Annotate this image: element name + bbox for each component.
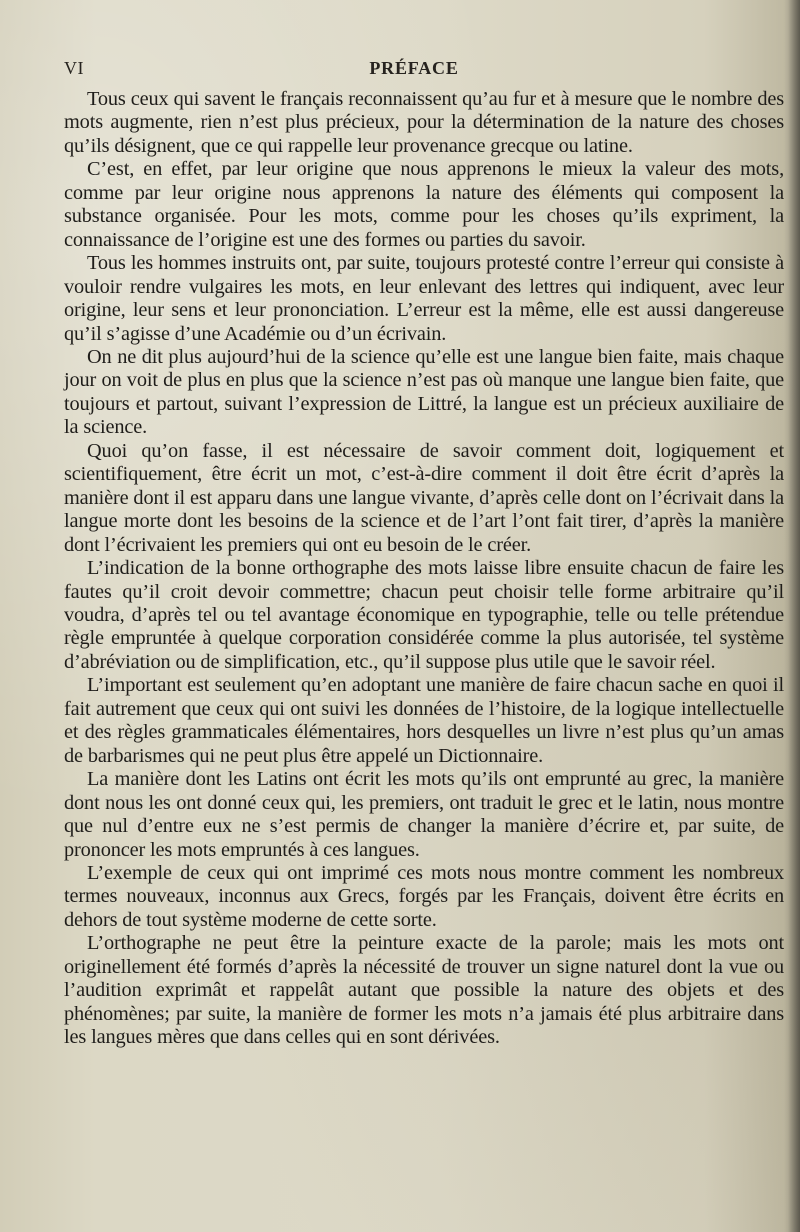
paragraph: L’indication de la bonne orthographe des mots laisse libre ensuite chacun de faire les fautes qu’il croit devoir commettre; chacun peut choisir telle forme arbitraire qu’il voudra, d’après tel ou tel avantage économique en typographie, telle ou telle prétendue règle empruntée à quelque corporation considérée comme la plus autorisée, tel système d’abréviation ou de simplification, etc., qu’il suppose plus utile que le savoir réel. (64, 557, 784, 673)
paragraph: La manière dont les Latins ont écrit les mots qu’ils ont emprunté au grec, la manière dont nous les ont donné ceux qui, les premiers, ont traduit le grec et le latin, nous montre que nul d’entre eux ne s’est permis de changer la manière d’écrire et, par suite, de prononcer les mots empruntés à ces langues. (64, 768, 784, 861)
paragraph: On ne dit plus aujourd’hui de la science qu’elle est une langue bien faite, mais chaque jour on voit de plus en plus que la science n’est pas où manque une langue bien faite, que toujours et partout, suivant l’expression de Littré, la langue est un précieux auxiliaire de la science. (64, 345, 784, 439)
page-title: PRÉFACE (369, 58, 459, 78)
paragraph: Tous les hommes instruits ont, par suite, toujours protesté contre l’erreur qui consiste à vouloir rendre vulgaires les mots, en leur enlevant des lettres qui indiquent, avec leur origine, leur sens et leur prononciation. L’erreur est la même, elle est aussi dangereuse qu’il s’agisse d’une Académie ou d’un écrivain. (64, 252, 784, 345)
paragraph: Quoi qu’on fasse, il est nécessaire de savoir comment doit, logiquement et scientifiquement, être écrit un mot, c’est-à-dire comment il doit être écrit d’après la manière dont il est apparu dans une langue vivante, d’après celle dont on l’écrivait dans la langue morte dont les besoins de la science et de l’art l’ont fait tirer, d’après la manière dont l’écrivaient les premiers qui ont eu besoin de le créer. (64, 439, 784, 556)
running-header (64, 58, 764, 82)
paragraph: L’orthographe ne peut être la peinture exacte de la parole; mais les mots ont originellement été formés d’après la nécessité de trouver un signe naturel dont la vue ou l’audition exprimât et rappelât autant que possible la nature des objets et des phénomènes; par suite, la manière de former les mots n’a jamais été plus arbitraire dans les langues mères que dans celles qui en sont dérivées. (64, 932, 784, 1049)
page-number: VI (64, 58, 84, 78)
paragraph: L’exemple de ceux qui ont imprimé ces mots nous montre comment les nombreux termes nouveaux, inconnus aux Grecs, forgés par les Français, doivent être écrits en dehors de tout système moderne de cette sorte. (64, 861, 784, 931)
paragraph: L’important est seulement qu’en adoptant une manière de faire chacun sache en quoi il fait autrement que ceux qui ont suivi les données de l’histoire, de la logique intellectuelle et des règles grammaticales élémentaires, hors desquelles un livre n’est plus qu’un amas de barbarismes qui ne peut plus être appelé un Dictionnaire. (64, 674, 784, 767)
paragraph: C’est, en effet, par leur origine que nous apprenons le mieux la valeur des mots, comme par leur origine nous apprenons la nature des éléments qui composent la substance organisée. Pour les mots, comme pour les choses qu’ils expriment, la connaissance de l’origine est une des formes ou parties du savoir. (64, 158, 784, 251)
paragraph: Tous ceux qui savent le français reconnaissent qu’au fur et à mesure que le nombre des mots augmente, rien n’est plus précieux, pour la détermination de la nature des choses qu’ils désignent, que ce qui rappelle leur provenance grecque ou latine. (64, 88, 784, 157)
preface-text (64, 88, 784, 1050)
